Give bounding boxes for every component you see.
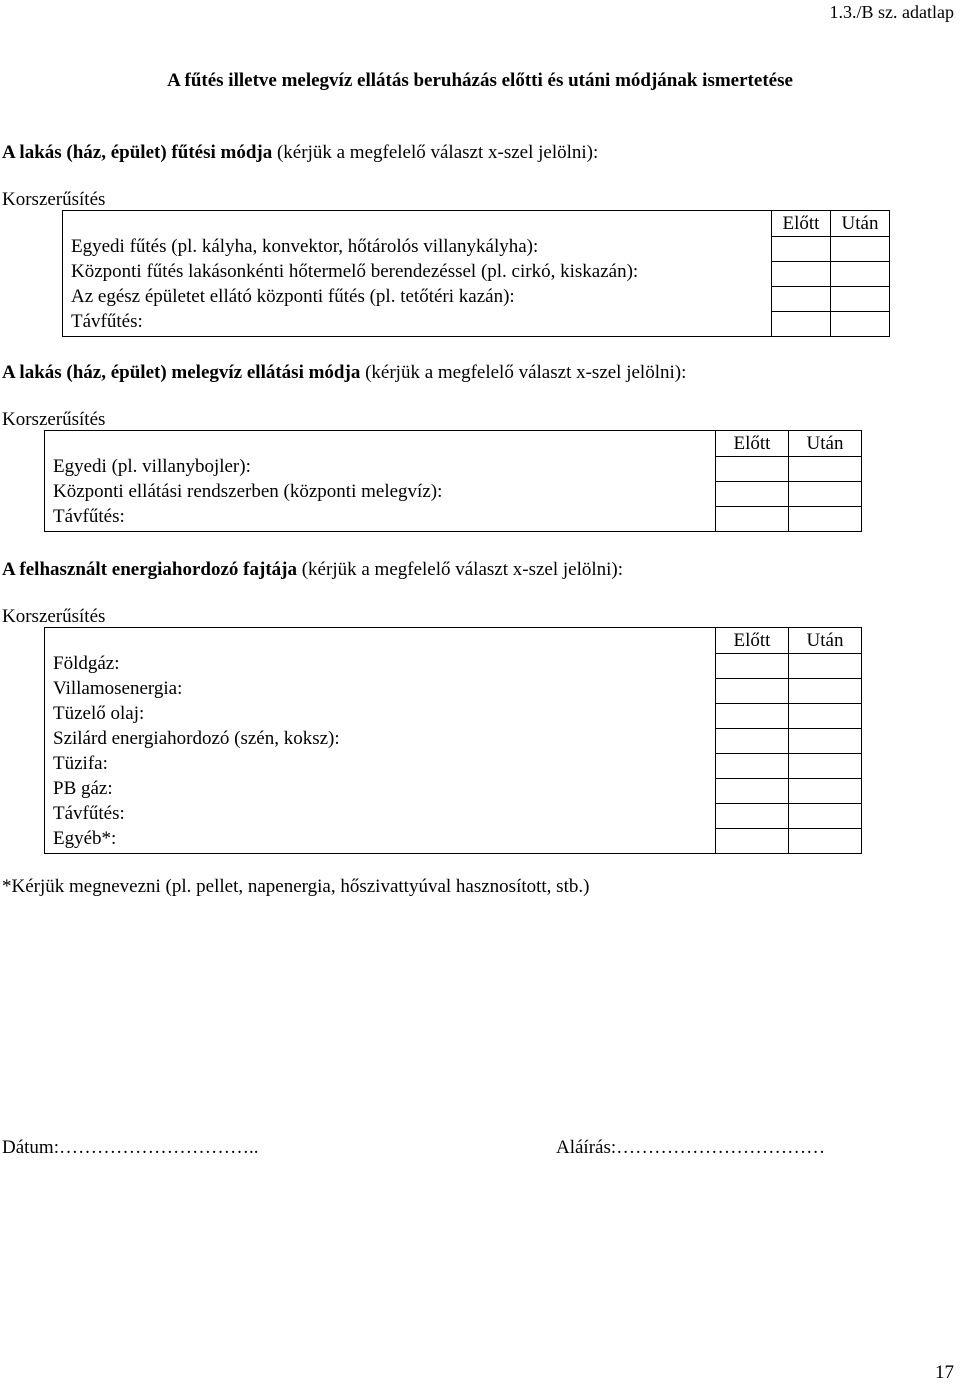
option-label: Villamosenergia: <box>53 678 183 699</box>
heating-options <box>63 211 772 337</box>
section-heating-subtitle: Korszerűsítés <box>2 189 106 210</box>
option-label: Tüzifa: <box>53 753 108 774</box>
option-label: Távfűtés: <box>71 311 143 332</box>
col-header-before: Előtt <box>772 211 831 237</box>
option-label: Az egész épületet ellátó központi fűtés (pl. tetőtéri kazán): <box>71 286 515 307</box>
checkbox-after[interactable] <box>789 654 862 679</box>
option-label: Egyedi fűtés (pl. kályha, konvektor, hőtárolós villanykályha): <box>71 236 539 257</box>
section-energy-subtitle: Korszerűsítés <box>2 606 106 627</box>
energy-table <box>44 627 862 854</box>
option-label: Egyéb*: <box>53 828 117 849</box>
section-heading-rest: (kérjük a megfelelő választ x-szel jelölni): <box>296 559 624 580</box>
checkbox-before[interactable] <box>772 237 831 262</box>
checkbox-after[interactable] <box>789 804 862 829</box>
date-field[interactable]: Dátum:………………………….. <box>2 1137 259 1158</box>
checkbox-before[interactable] <box>772 262 831 287</box>
section-heading-rest: (kérjük a megfelelő választ x-szel jelölni): <box>360 362 687 383</box>
section-heading-rest: (kérjük a megfelelő választ x-szel jelölni): <box>272 142 599 163</box>
section-heading-bold: A felhasznált energiahordozó fajtája <box>2 559 297 580</box>
signature-field[interactable]: Aláírás:…………………………… <box>556 1137 826 1158</box>
checkbox-before[interactable] <box>716 729 789 754</box>
checkbox-after[interactable] <box>789 729 862 754</box>
hotwater-table <box>44 430 862 532</box>
checkbox-after[interactable] <box>789 679 862 704</box>
section-hotwater-subtitle: Korszerűsítés <box>2 409 106 430</box>
option-label: Egyedi (pl. villanybojler): <box>53 456 251 477</box>
checkbox-after[interactable] <box>789 704 862 729</box>
col-header-before: Előtt <box>716 628 789 654</box>
option-label: Tüzelő olaj: <box>53 703 145 724</box>
checkbox-before[interactable] <box>716 679 789 704</box>
energy-options <box>45 628 716 854</box>
option-label: Központi fűtés lakásonkénti hőtermelő berendezéssel (pl. cirkó, kiskazán): <box>71 261 639 282</box>
hotwater-options <box>45 431 716 532</box>
option-label: Földgáz: <box>53 653 120 674</box>
col-header-before: Előtt <box>716 431 789 457</box>
checkbox-before[interactable] <box>772 312 831 337</box>
checkbox-before[interactable] <box>716 704 789 729</box>
checkbox-before[interactable] <box>716 482 789 507</box>
checkbox-before[interactable] <box>716 754 789 779</box>
checkbox-before[interactable] <box>716 507 789 532</box>
checkbox-after[interactable] <box>831 262 890 287</box>
option-label: Távfűtés: <box>53 803 125 824</box>
option-label: Szilárd energiahordozó (szén, koksz): <box>53 728 340 749</box>
checkbox-after[interactable] <box>789 779 862 804</box>
section-heading-bold: A lakás (ház, épület) fűtési módja <box>2 142 273 163</box>
section-heating-heading <box>2 142 598 164</box>
section-heading-bold: A lakás (ház, épület) melegvíz ellátási módja <box>2 362 361 383</box>
checkbox-after[interactable] <box>831 312 890 337</box>
checkbox-after[interactable] <box>789 482 862 507</box>
page-title: A fűtés illetve melegvíz ellátás beruházás előtti és utáni módjának ismertetése <box>167 70 793 91</box>
checkbox-before[interactable] <box>716 457 789 482</box>
checkbox-after[interactable] <box>789 754 862 779</box>
option-label: Távfűtés: <box>53 506 125 527</box>
checkbox-after[interactable] <box>831 287 890 312</box>
checkbox-before[interactable] <box>716 654 789 679</box>
option-label: PB gáz: <box>53 778 113 799</box>
checkbox-after[interactable] <box>789 507 862 532</box>
section-hotwater-heading <box>2 362 686 384</box>
heating-table <box>62 210 890 337</box>
checkbox-before[interactable] <box>772 287 831 312</box>
checkbox-before[interactable] <box>716 804 789 829</box>
footnote: *Kérjük megnevezni (pl. pellet, napenergia, hőszivattyúval hasznosított, stb.) <box>2 876 590 897</box>
option-label: Központi ellátási rendszerben (központi melegvíz): <box>53 481 443 502</box>
section-energy-heading <box>2 559 623 581</box>
checkbox-before[interactable] <box>716 779 789 804</box>
col-header-after: Után <box>789 628 862 654</box>
col-header-after: Után <box>789 431 862 457</box>
checkbox-before[interactable] <box>716 829 789 854</box>
col-header-after: Után <box>831 211 890 237</box>
page-number: 17 <box>935 1362 954 1383</box>
checkbox-after[interactable] <box>789 829 862 854</box>
document-id: 1.3./B sz. adatlap <box>829 2 954 22</box>
checkbox-after[interactable] <box>831 237 890 262</box>
checkbox-after[interactable] <box>789 457 862 482</box>
